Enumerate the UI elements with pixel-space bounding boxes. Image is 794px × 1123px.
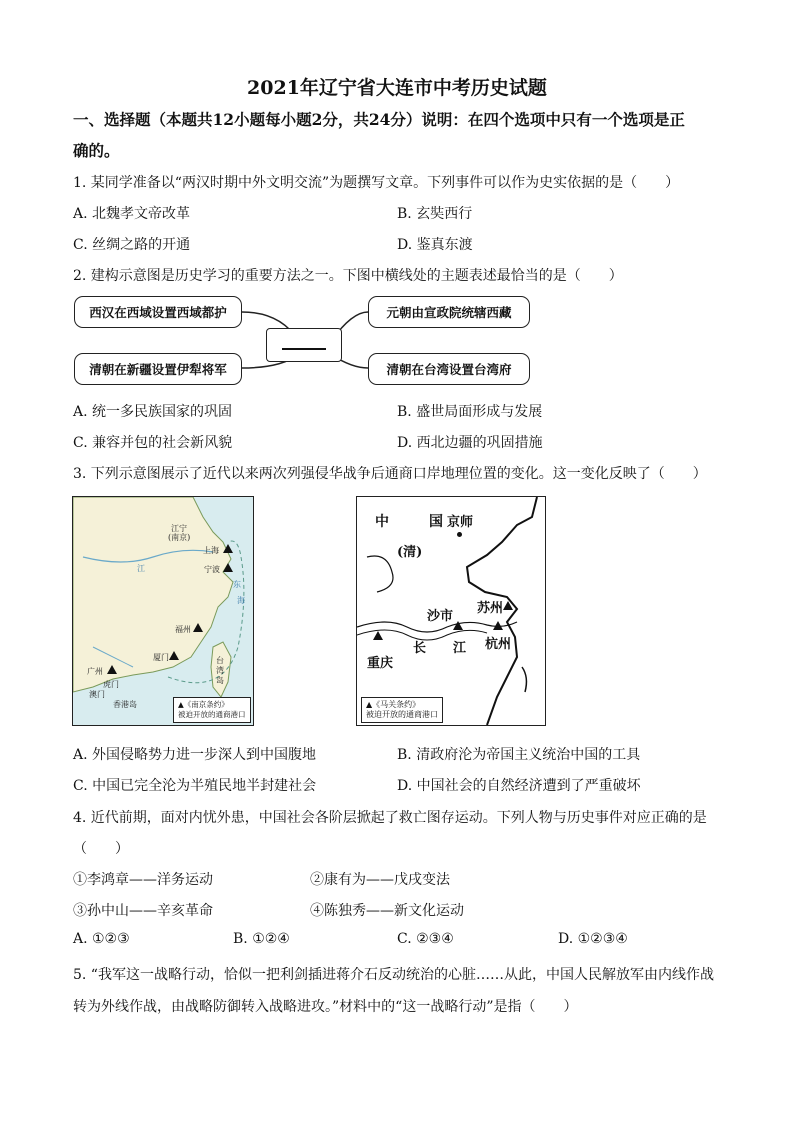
map2-label-guo: 国 — [429, 514, 443, 530]
map1-label-fuzhou: 福州 — [175, 625, 191, 634]
q3-option-c: C. 中国已完全沦为半殖民地半封建社会 — [73, 778, 317, 794]
q4-item-1: ①李鸿章——洋务运动 — [73, 872, 213, 888]
map2-label-jingshi: 京师 — [447, 515, 474, 530]
map1-label-jiangning: 江宁 — [171, 524, 187, 533]
map1-port-marker — [223, 563, 233, 572]
section-heading-line2: 确的。 — [73, 141, 120, 160]
q3-option-d: D. 中国社会的自然经济遭到了严重破坏 — [397, 778, 641, 794]
q4-option-a: A. ①②③ — [73, 931, 130, 947]
map1-label-wan: 湾 — [216, 666, 224, 675]
q4-option-d: D. ①②③④ — [558, 931, 628, 947]
q4-item-3: ③孙中山——辛亥革命 — [73, 903, 213, 919]
map2-legend-desc: 被迫开放的通商港口 — [366, 710, 438, 719]
q1-option-c: C. 丝绸之路的开通 — [73, 237, 191, 253]
map2-port-marker — [503, 601, 513, 610]
map2-label-chang: 长 — [413, 641, 427, 656]
q2-box-bottom-left: 清朝在新疆设置伊犁将军 — [74, 353, 242, 385]
map1-legend — [173, 697, 251, 723]
map1-label-ningbo: 宁波 — [204, 565, 220, 574]
q4-option-c: C. ②③④ — [397, 931, 454, 947]
map2-legend-title: ▲《马关条约》 — [366, 700, 421, 709]
q2-option-a: A. 统一多民族国家的巩固 — [73, 404, 233, 420]
q2-center-blank-box — [266, 328, 342, 362]
map2-label-suzhou: 苏州 — [477, 601, 504, 616]
map1-label-macau: 澳门 — [89, 690, 105, 699]
map2-label-qing: (清) — [397, 545, 423, 560]
map2-label-chongqing: 重庆 — [367, 656, 394, 671]
map2-port-marker — [373, 631, 383, 640]
q4-stem: 4. 近代前期，面对内忧外患，中国社会各阶层掀起了救亡图存运动。下列人物与历史事件对应正确的是 — [73, 810, 707, 826]
map1-legend-desc: 被迫开放的通商港口 — [178, 710, 246, 719]
q1-option-a: A. 北魏孝文帝改革 — [73, 206, 191, 222]
map1-port-marker — [107, 665, 117, 674]
q2-box-bottom-right: 清朝在台湾设置台湾府 — [368, 353, 530, 385]
q4-item-4: ④陈独秀——新文化运动 — [310, 903, 464, 919]
map1-label-humen: 虎门 — [103, 680, 119, 689]
map1-label-east: 东 — [233, 580, 241, 589]
q1-option-d: D. 鉴真东渡 — [397, 237, 473, 253]
map1-label-dao: 岛 — [216, 676, 224, 685]
map2-label-jiang: 江 — [453, 641, 467, 656]
q3-stem: 3. 下列示意图展示了近代以来两次列强侵华战争后通商口岸地理位置的变化。这一变化反映了（ ） — [73, 466, 707, 482]
q4-paren: （ ） — [73, 841, 129, 857]
q4-option-b: B. ①②④ — [233, 931, 290, 947]
q2-option-d: D. 西北边疆的巩固措施 — [397, 435, 543, 451]
map2-port-marker — [493, 621, 503, 630]
map1-port-marker — [169, 651, 179, 660]
map1-legend-title: ▲《南京条约》 — [178, 700, 229, 709]
page-title: 2021年辽宁省大连市中考历史试题 — [247, 77, 547, 99]
q4-item-2: ②康有为——戊戌变法 — [310, 872, 450, 888]
map1-label-xiamen: 厦门 — [153, 653, 169, 662]
q3-map-shimonoseki-treaty — [356, 496, 546, 726]
section-heading-line1: 一、选择题（本题共12小题每小题2分，共24分）说明：在四个选项中只有一个选项是正 — [73, 110, 685, 129]
q5-stem-line1: 5. “我军这一战略行动，恰似一把利剑插进蒋介石反动统治的心脏……从此，中国人民解放军由内线作战 — [73, 967, 714, 983]
q3-map-nanjing-treaty — [72, 496, 254, 726]
q5-stem-line2: 转为外线作战，由战略防御转入战略进攻。”材料中的“这一战略行动”是指（ ） — [73, 999, 578, 1015]
q2-stem: 2. 建构示意图是历史学习的重要方法之一。下图中横线处的主题表述最恰当的是（ ） — [73, 268, 623, 284]
q3-option-b: B. 清政府沦为帝国主义统治中国的工具 — [397, 747, 641, 763]
map2-port-marker — [453, 621, 463, 630]
q2-box-top-right: 元朝由宣政院统辖西藏 — [368, 296, 530, 328]
q2-option-c: C. 兼容并包的社会新风貌 — [73, 435, 233, 451]
map2-capital-dot — [457, 532, 462, 537]
q2-option-b: B. 盛世局面形成与发展 — [397, 404, 543, 420]
q2-box-top-left: 西汉在西域设置西域都护 — [74, 296, 242, 328]
map2-label-hangzhou: 杭州 — [485, 637, 512, 652]
map1-label-guangzhou: 广州 — [87, 667, 103, 676]
map1-port-marker — [193, 623, 203, 632]
map1-port-marker — [223, 544, 233, 553]
map1-label-nanjing: (南京) — [168, 533, 191, 542]
map2-label-shashi: 沙市 — [427, 609, 454, 624]
q3-option-a: A. 外国侵略势力进一步深人到中国腹地 — [73, 747, 317, 763]
q1-stem: 1. 某同学准备以“两汉时期中外文明交流”为题撰写文章。下列事件可以作为史实依据的是（ ） — [73, 175, 680, 191]
q1-option-b: B. 玄奘西行 — [397, 206, 473, 222]
map1-label-shanghai: 上海 — [203, 546, 219, 555]
map1-label-sea: 海 — [237, 596, 245, 605]
map1-label-hongkong: 香港岛 — [113, 700, 137, 709]
map1-label-river: 江 — [137, 564, 145, 573]
map1-label-tai: 台 — [216, 656, 224, 665]
blank-line — [282, 348, 326, 350]
map2-legend — [361, 697, 443, 723]
map2-label-zhong: 中 — [375, 514, 389, 530]
